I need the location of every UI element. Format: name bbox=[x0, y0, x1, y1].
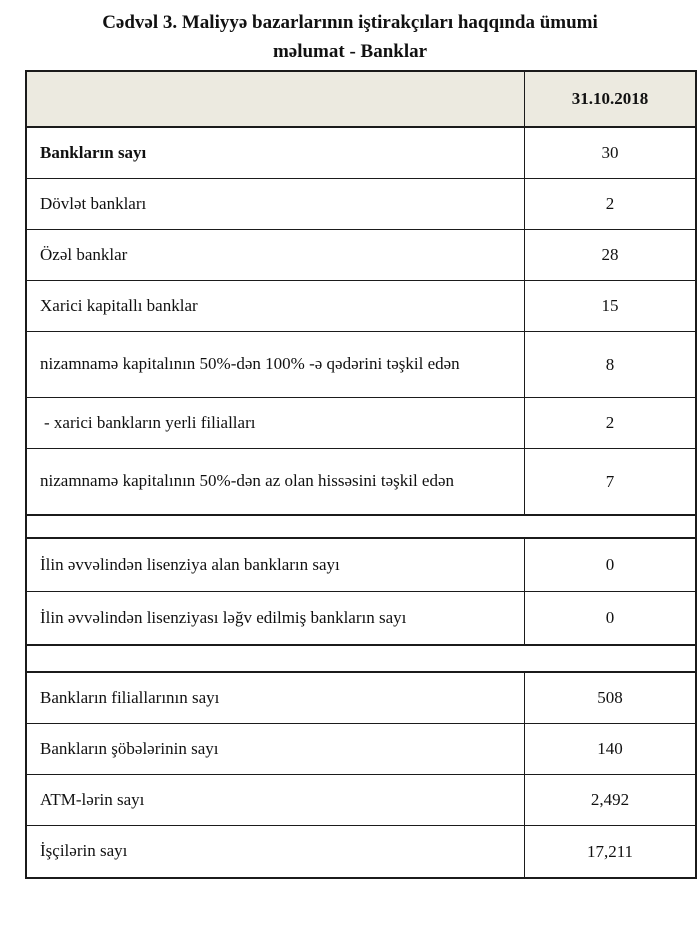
table-row-atm bbox=[27, 775, 695, 826]
page-title-line-2: məlumat - Banklar bbox=[272, 41, 428, 63]
row-label: Xarici kapitallı banklar bbox=[27, 281, 525, 331]
table-row-lisenziya-alan bbox=[27, 539, 695, 592]
table-row-dovlet-banklari bbox=[27, 179, 695, 230]
row-value: 30 bbox=[601, 143, 619, 162]
row-value: 15 bbox=[601, 296, 619, 315]
table-row-nizamname-az-50 bbox=[27, 449, 695, 515]
page-title-line-1: Cədvəl 3. Maliyyə bazarlarının iştirakçıları haqqında ümumi bbox=[102, 12, 598, 33]
table-row-xarici-yerli-filiallar bbox=[27, 398, 695, 449]
row-value: 17,211 bbox=[586, 841, 634, 861]
table-row-filiallar bbox=[27, 673, 695, 724]
row-label: İşçilərin sayı bbox=[27, 826, 525, 877]
row-value: 508 bbox=[597, 688, 623, 707]
row-label: - xarici bankların yerli filialları bbox=[27, 398, 525, 448]
row-value: 2,492 bbox=[590, 790, 630, 809]
row-value: 28 bbox=[601, 245, 619, 264]
table-row-banklarin-sayi bbox=[27, 128, 695, 179]
table-header-row bbox=[27, 72, 695, 128]
row-label: nizamnamə kapitalının 50%-dən az olan hissəsini təşkil edən bbox=[27, 449, 525, 514]
row-value: 7 bbox=[605, 471, 615, 491]
table-row-isciler bbox=[27, 826, 695, 877]
row-value: 0 bbox=[605, 555, 615, 574]
table-row-lisenziyasi-legv bbox=[27, 592, 695, 645]
table-row-nizamname-50-100 bbox=[27, 332, 695, 398]
row-label: nizamnamə kapitalının 50%-dən 100% -ə qədərini təşkil edən bbox=[27, 332, 525, 397]
row-value: 8 bbox=[605, 354, 615, 374]
row-value: 0 bbox=[605, 608, 615, 627]
section-spacer-row bbox=[27, 645, 695, 673]
row-label: ATM-lərin sayı bbox=[27, 775, 525, 825]
row-label: Özəl banklar bbox=[27, 230, 525, 280]
row-label: İlin əvvəlindən lisenziya alan bankların sayı bbox=[27, 539, 525, 591]
row-label: Bankların sayı bbox=[27, 128, 525, 178]
page-title bbox=[0, 0, 700, 67]
table-row-ozel-banklar bbox=[27, 230, 695, 281]
table-row-sobeler bbox=[27, 724, 695, 775]
section-spacer-row bbox=[27, 515, 695, 539]
header-empty-cell bbox=[27, 72, 525, 126]
banks-summary-table bbox=[25, 70, 697, 879]
header-date-cell: 31.10.2018 bbox=[571, 89, 649, 108]
table-row-xarici-kapitalli-banklar bbox=[27, 281, 695, 332]
row-value: 140 bbox=[597, 739, 623, 758]
row-value: 2 bbox=[605, 413, 615, 432]
row-value: 2 bbox=[605, 194, 615, 213]
row-label: Dövlət bankları bbox=[27, 179, 525, 229]
row-label: Bankların filiallarının sayı bbox=[27, 673, 525, 723]
row-label: Bankların şöbələrinin sayı bbox=[27, 724, 525, 774]
row-label: İlin əvvəlindən lisenziyası ləğv edilmiş bankların sayı bbox=[27, 592, 525, 644]
